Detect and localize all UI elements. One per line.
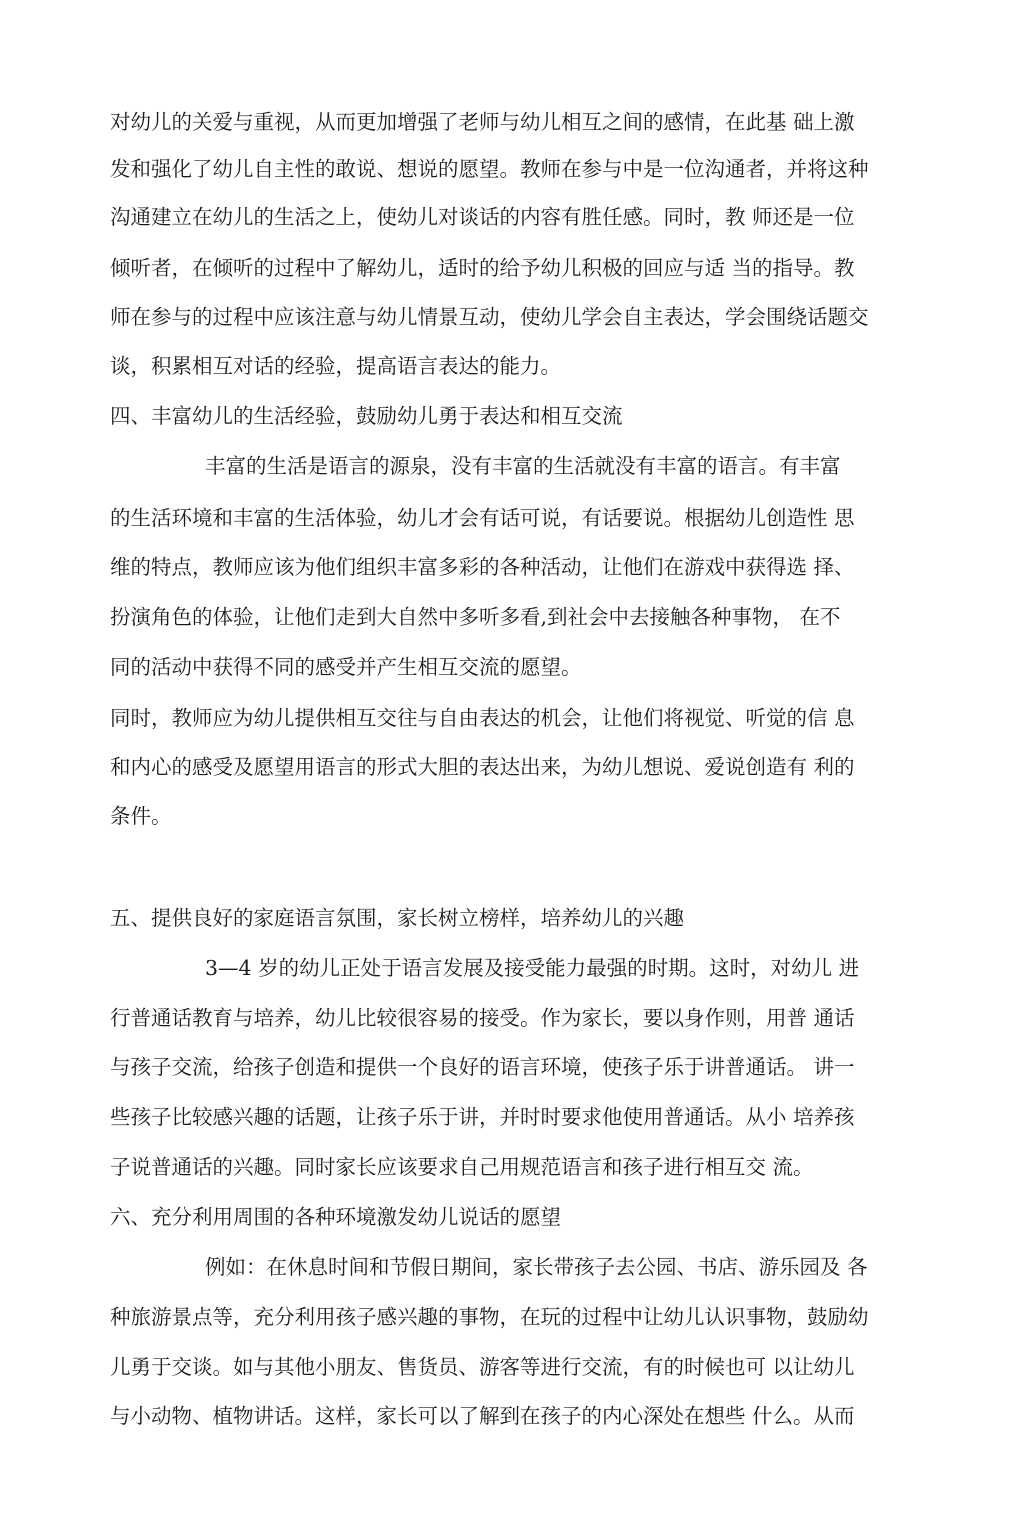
paragraph-line: 发和强化了幼儿自主性的敢说、想说的愿望。教师在参与中是一位沟通者，并将这种 <box>110 157 869 181</box>
paragraph-line: 丰富的生活是语言的源泉，没有丰富的生活就没有丰富的语言。有丰富 <box>205 454 841 478</box>
paragraph-line: 沟通建立在幼儿的生活之上，使幼儿对谈话的内容有胜任感。同时，教 师还是一位 <box>110 205 855 229</box>
paragraph-line: 些孩子比较感兴趣的话题，让孩子乐于讲，并时时要求他使用普通话。从小 培养孩 <box>110 1105 855 1129</box>
paragraph-line: 种旅游景点等，充分利用孩子感兴趣的事物，在玩的过程中让幼儿认识事物，鼓励幼 <box>110 1305 869 1329</box>
paragraph-line: 3—4 岁的幼儿正处于语言发展及接受能力最强的时期。这时，对幼儿 进 <box>205 956 860 980</box>
section-heading: 四、丰富幼儿的生活经验，鼓励幼儿勇于表达和相互交流 <box>110 404 623 428</box>
paragraph-line: 子说普通话的兴趣。同时家长应该要求自己用规范语言和孩子进行相互交 流。 <box>110 1155 814 1179</box>
paragraph-line: 行普通话教育与培养，幼儿比较很容易的接受。作为家长，要以身作则，用普 通话 <box>110 1006 855 1030</box>
paragraph-line: 例如：在休息时间和节假日期间，家长带孩子去公园、书店、游乐园及 各 <box>205 1255 868 1279</box>
paragraph-line: 同的活动中获得不同的感受并产生相互交流的愿望。 <box>110 655 582 679</box>
paragraph-line: 和内心的感受及愿望用语言的形式大胆的表达出来，为幼儿想说、爱说创造有 利的 <box>110 755 855 779</box>
section-heading: 五、提供良好的家庭语言氛围，家长树立榜样，培养幼儿的兴趣 <box>110 906 684 930</box>
paragraph-line: 与小动物、植物讲话。这样，家长可以了解到在孩子的内心深处在想些 什么。从而 <box>110 1404 855 1428</box>
section-heading: 六、充分利用周围的各种环境激发幼儿说话的愿望 <box>110 1205 561 1229</box>
paragraph-line: 倾听者，在倾听的过程中了解幼儿，适时的给予幼儿积极的回应与适 当的指导。教 <box>110 256 855 280</box>
paragraph-line: 条件。 <box>110 804 172 828</box>
paragraph-line: 的生活环境和丰富的生活体验，幼儿才会有话可说，有话要说。根据幼儿创造性 思 <box>110 506 855 530</box>
paragraph-line: 谈，积累相互对话的经验，提高语言表达的能力。 <box>110 354 561 378</box>
paragraph-line: 儿勇于交谈。如与其他小朋友、售货员、游客等进行交流，有的时候也可 以让幼儿 <box>110 1355 855 1379</box>
paragraph-line: 师在参与的过程中应该注意与幼儿情景互动，使幼儿学会自主表达，学会围绕话题交 <box>110 305 869 329</box>
paragraph-line: 与孩子交流，给孩子创造和提供一个良好的语言环境，使孩子乐于讲普通话。 讲一 <box>110 1055 855 1079</box>
paragraph-line: 对幼儿的关爱与重视，从而更加增强了老师与幼儿相互之间的感情，在此基 础上激 <box>110 110 855 134</box>
paragraph-line: 同时，教师应为幼儿提供相互交往与自由表达的机会，让他们将视觉、听觉的信 息 <box>110 706 855 730</box>
paragraph-line: 维的特点，教师应该为他们组织丰富多彩的各种活动，让他们在游戏中获得选 择、 <box>110 555 855 579</box>
paragraph-line: 扮演角色的体验，让他们走到大自然中多听多看,到社会中去接触各种事物， 在不 <box>110 605 841 629</box>
